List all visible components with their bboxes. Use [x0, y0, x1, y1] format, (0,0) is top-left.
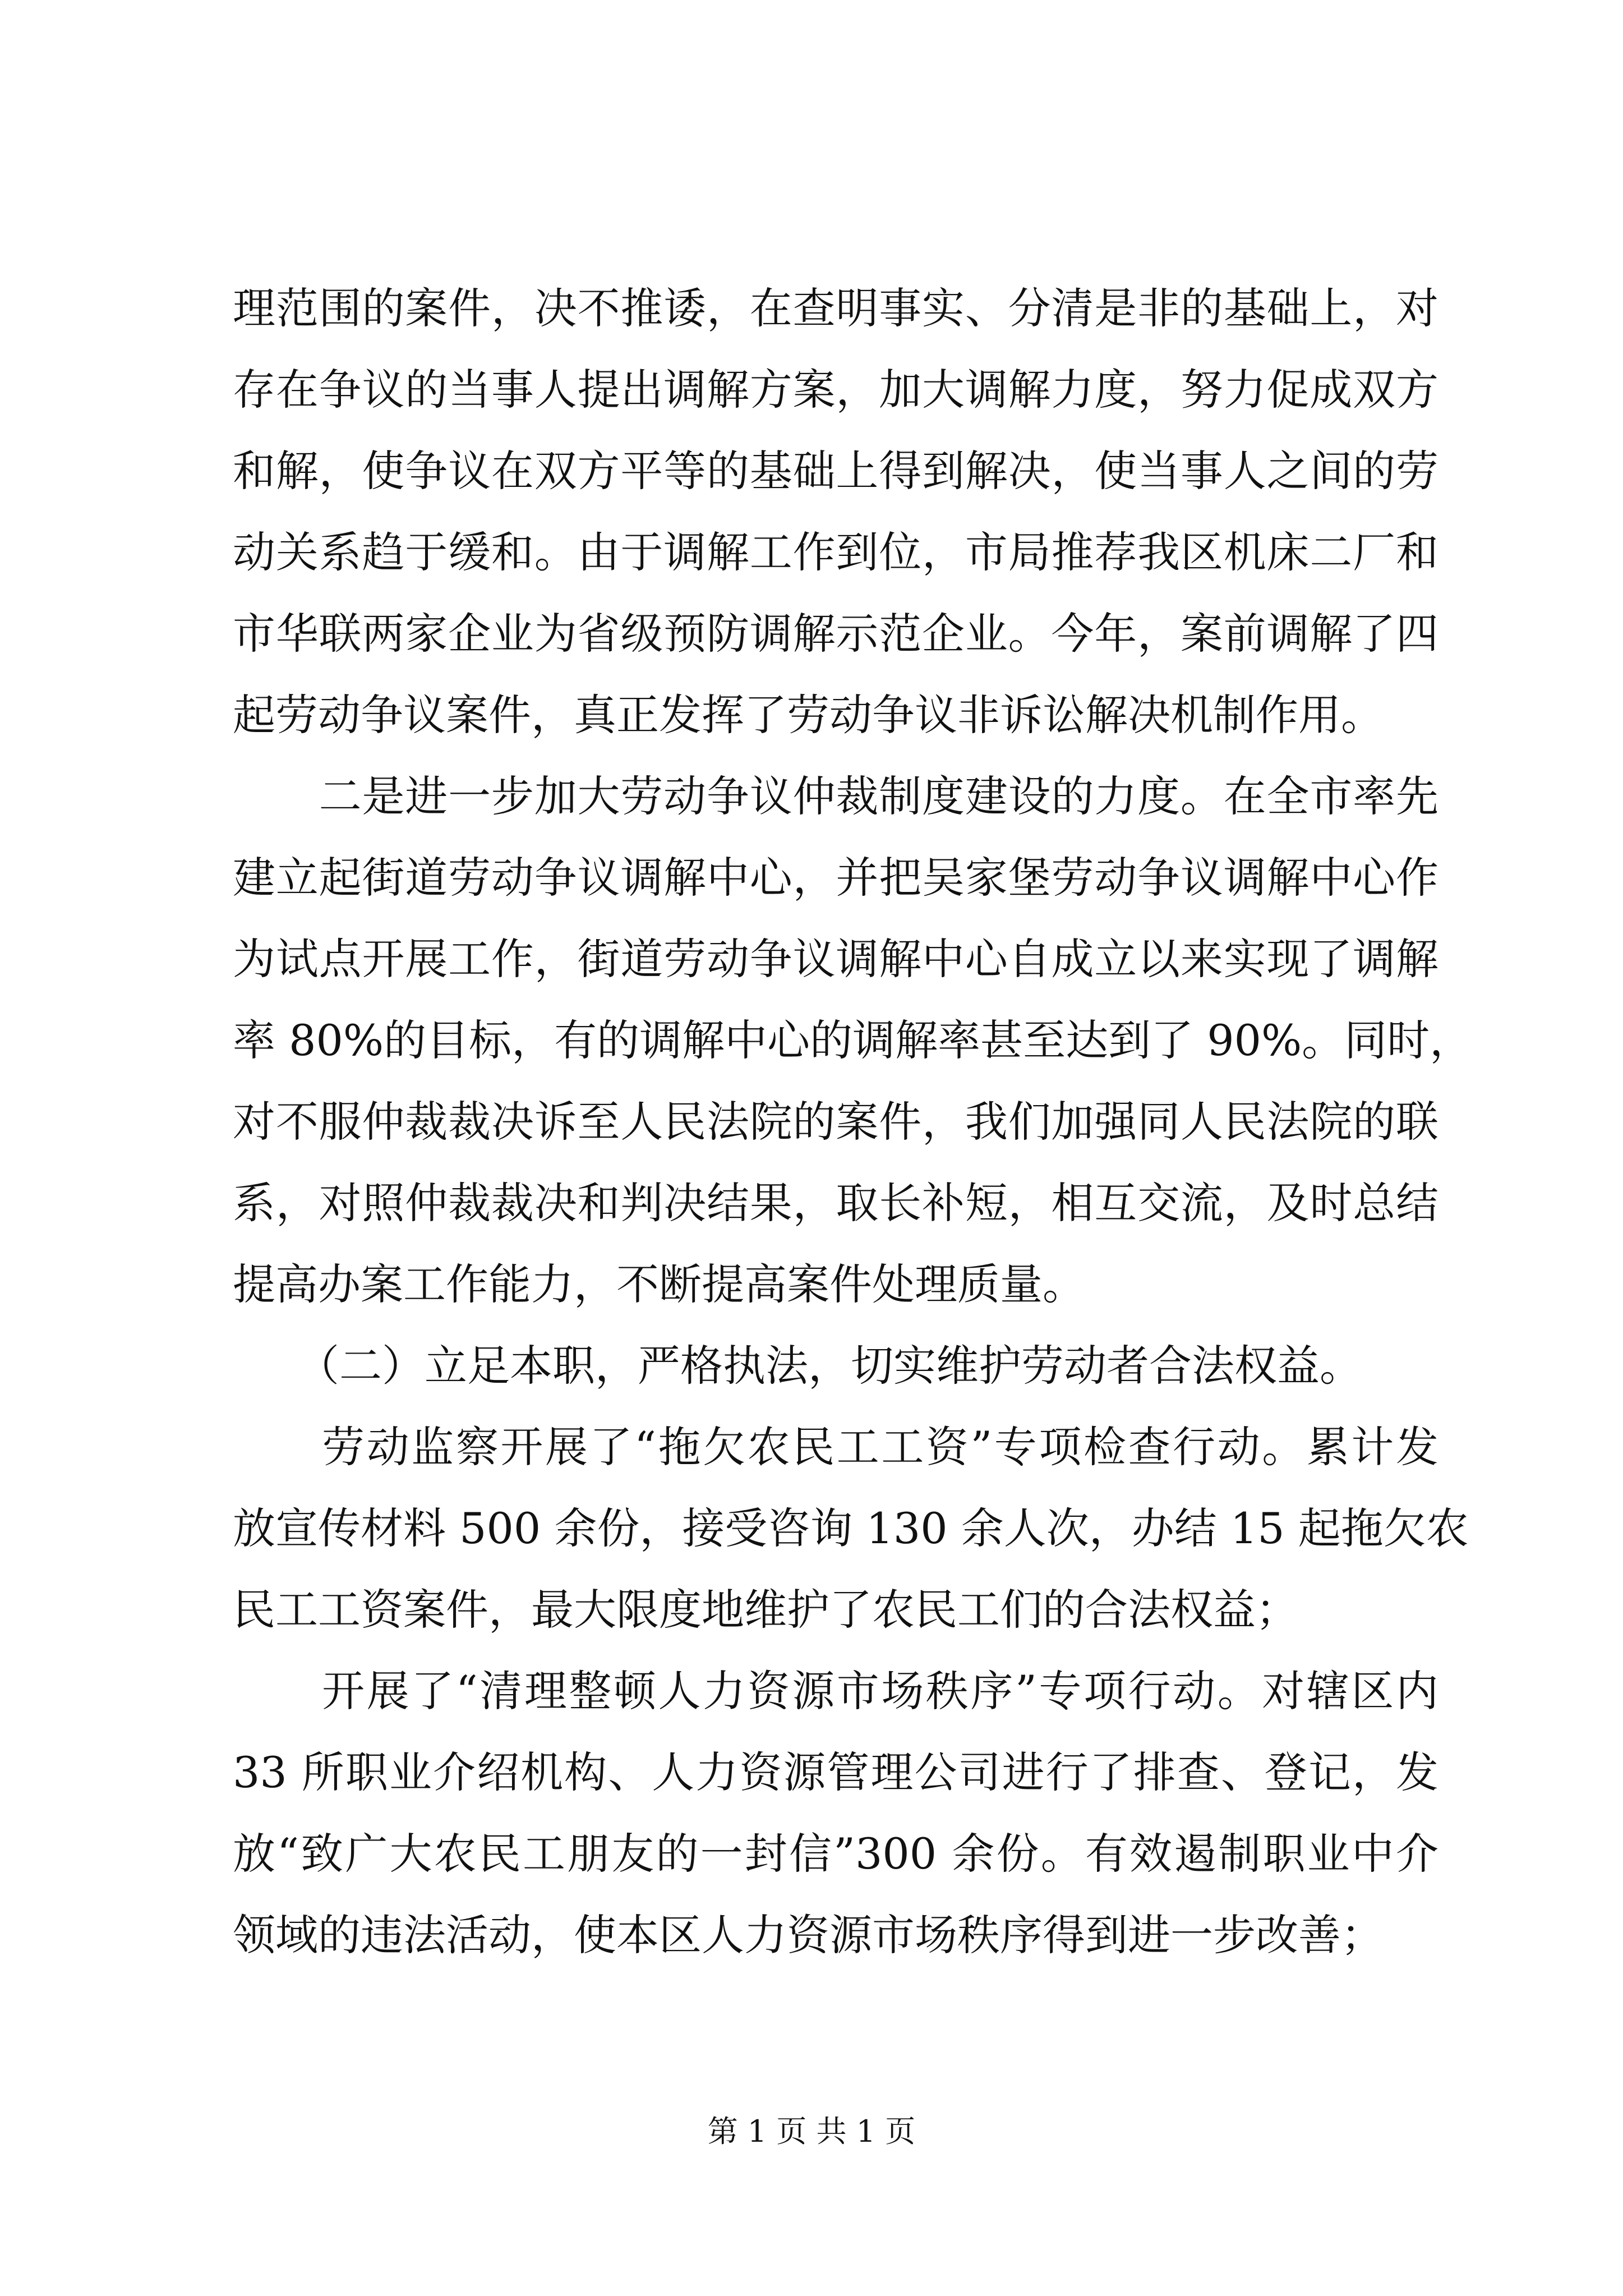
text-line: 对不服仲裁裁决诉至人民法院的案件，我们加强同人民法院的联	[233, 1097, 1438, 1147]
text-line: 为试点开展工作，街道劳动争议调解中心自成立以来实现了调解	[233, 934, 1438, 984]
text-line: 提高办案工作能力，不断提高案件处理质量。	[233, 1259, 1085, 1309]
text-line: 二是进一步加大劳动争议仲裁制度建设的力度。在全市率先	[233, 771, 1438, 821]
text-line: 放“致广大农民工朋友的一封信”300 余份。有效遏制职业中介	[233, 1829, 1438, 1879]
body-text	[233, 268, 1473, 1976]
text-line: 系，对照仲裁裁决和判决结果，取长补短，相互交流，及时总结	[233, 1178, 1438, 1228]
text-line: 起劳动争议案件，真正发挥了劳动争议非诉讼解决机制作用。	[233, 690, 1384, 740]
text-line: 劳动监察开展了“拖欠农民工工资”专项检查行动。累计发	[233, 1422, 1438, 1472]
text-line: 放宣传材料 500 余份，接受咨询 130 余人次，办结 15 起拖欠农	[233, 1503, 1469, 1553]
text-line: 33 所职业介绍机构、人力资源管理公司进行了排查、登记，发	[233, 1747, 1438, 1797]
section-heading: （二）立足本职，严格执法，切实维护劳动者合法权益。	[233, 1341, 1362, 1391]
text-line: 民工工资案件，最大限度地维护了农民工们的合法权益；	[233, 1585, 1298, 1635]
text-line: 建立起街道劳动争议调解中心，并把吴家堡劳动争议调解中心作	[233, 853, 1438, 903]
text-line: 率 80%的目标，有的调解中心的调解率甚至达到了 90%。同时，	[233, 1015, 1473, 1065]
text-line: 存在争议的当事人提出调解方案，加大调解力度，努力促成双方	[233, 365, 1438, 415]
text-line: 开展了“清理整顿人力资源市场秩序”专项行动。对辖区内	[233, 1666, 1438, 1716]
page-footer: 第 1 页 共 1 页	[707, 2114, 916, 2149]
text-line: 领域的违法活动，使本区人力资源市场秩序得到进一步改善；	[233, 1910, 1384, 1960]
text-line: 和解，使争议在双方平等的基础上得到解决，使当事人之间的劳	[233, 446, 1438, 496]
text-line: 动关系趋于缓和。由于调解工作到位，市局推荐我区机床二厂和	[233, 527, 1438, 577]
text-line: 市华联两家企业为省级预防调解示范企业。今年，案前调解了四	[233, 609, 1438, 659]
text-line: 理范围的案件，决不推诿，在查明事实、分清是非的基础上，对	[233, 283, 1438, 333]
